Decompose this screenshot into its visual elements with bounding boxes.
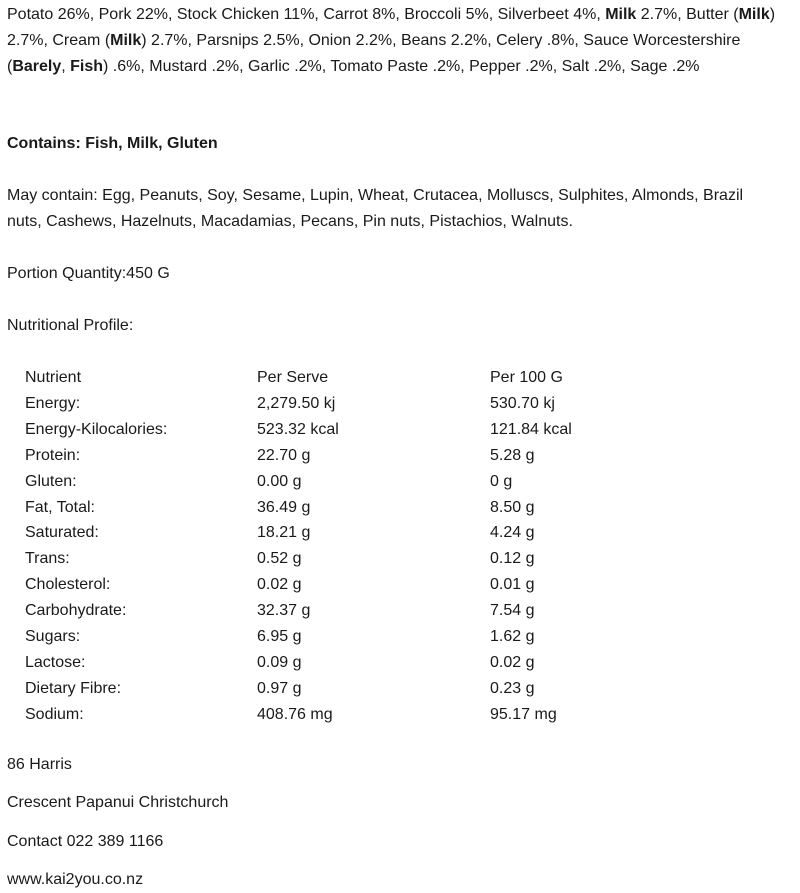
allergen-milk: Milk: [738, 6, 770, 23]
ingredients-text: ,: [61, 58, 71, 75]
address-line-1: 86 Harris: [7, 756, 72, 773]
per-100g-value: 0.23 g: [490, 679, 535, 697]
per-serve-value: 2,279.50 kj: [257, 394, 336, 412]
nutrient-name: Sodium:: [25, 705, 84, 723]
address-line-2: Crescent Papanui Christchurch: [7, 794, 229, 811]
website-url: www.kai2you.co.nz: [7, 871, 144, 888]
per-100g-value: 0 g: [490, 472, 513, 490]
ingredients-text: ) 2.7%, Parsnips 2.5%, Onion 2.2%, Beans 2.2%, Celery .8%, Sauce Worcestershire (: [7, 32, 741, 75]
nutrient-name: Fat, Total:: [25, 498, 95, 516]
nutrition-row: [25, 546, 690, 572]
allergen-milk: Milk: [110, 32, 142, 49]
nutrition-row: [25, 391, 690, 417]
per-serve-value: 0.09 g: [257, 653, 302, 671]
nutrition-row: [25, 469, 690, 495]
per-100g-value: 0.01 g: [490, 576, 535, 594]
ingredients-text: ) 2.7%, Cream (: [7, 6, 776, 49]
allergen-milk: Milk: [605, 6, 637, 23]
per-serve-value: 408.76 mg: [257, 705, 333, 723]
per-100g-value: 5.28 g: [490, 446, 535, 464]
nutrient-name: Gluten:: [25, 472, 77, 490]
per-serve-value: 22.70 g: [257, 446, 311, 464]
nutrition-row: [25, 572, 690, 598]
nutrient-name: Protein:: [25, 446, 81, 464]
nutrition-row: [25, 520, 690, 546]
nutrition-table: [25, 365, 690, 728]
per-serve-value: 36.49 g: [257, 498, 311, 516]
per-100g-value: 95.17 mg: [490, 705, 557, 723]
per-100g-value: 121.84 kcal: [490, 420, 572, 438]
ingredients-text: 2.7%, Butter (: [636, 6, 739, 23]
nutrient-name: Cholesterol:: [25, 576, 111, 594]
nutrient-name: Dietary Fibre:: [25, 679, 122, 697]
header-per-100g: Per 100 G: [490, 369, 563, 386]
per-100g-value: 8.50 g: [490, 498, 535, 516]
nutrient-name: Trans:: [25, 550, 70, 568]
nutrition-row: [25, 598, 690, 624]
per-serve-value: 0.52 g: [257, 550, 302, 568]
nutrient-name: Energy-Kilocalories:: [25, 420, 168, 438]
nutrition-header-row: [25, 365, 690, 391]
nutrition-row: [25, 702, 690, 728]
per-serve-value: 0.00 g: [257, 472, 302, 490]
per-100g-value: 7.54 g: [490, 602, 535, 620]
nutrient-name: Energy:: [25, 394, 81, 412]
per-serve-value: 32.37 g: [257, 602, 311, 620]
nutrition-row: [25, 443, 690, 469]
nutrition-row: [25, 624, 690, 650]
nutrition-row: [25, 650, 690, 676]
portion-quantity: Portion Quantity:450 G: [7, 265, 170, 282]
per-serve-value: 0.02 g: [257, 576, 302, 594]
nutrient-name: Lactose:: [25, 653, 86, 671]
nutrition-row: [25, 676, 690, 702]
header-per-serve: Per Serve: [257, 369, 329, 386]
nutrition-row: [25, 417, 690, 443]
per-100g-value: 0.02 g: [490, 653, 535, 671]
per-100g-value: 1.62 g: [490, 628, 535, 646]
may-contain-allergens: May contain: Egg, Peanuts, Soy, Sesame, Lupin, Wheat, Crutacea, Molluscs, Sulphites, Almonds, Brazil nuts, Cashews, Hazelnuts, Macadamias, Pecans, Pin nuts, Pistachios, Walnuts.: [7, 187, 744, 230]
ingredients-text: Potato 26%, Pork 22%, Stock Chicken 11%, Carrot 8%, Broccoli 5%, Silverbeet 4%,: [7, 6, 606, 23]
nutritional-profile-label: Nutritional Profile:: [7, 317, 134, 334]
per-100g-value: 530.70 kj: [490, 394, 555, 412]
nutrient-name: Sugars:: [25, 628, 81, 646]
per-100g-value: 4.24 g: [490, 524, 535, 542]
allergen-barley: Barely: [12, 58, 62, 75]
nutrient-name: Saturated:: [25, 524, 99, 542]
per-serve-value: 523.32 kcal: [257, 420, 339, 438]
ingredients-list: [7, 2, 777, 80]
nutrition-row: [25, 495, 690, 521]
per-serve-value: 0.97 g: [257, 679, 302, 697]
nutrient-name: Carbohydrate:: [25, 602, 127, 620]
contact-phone: Contact 022 389 1166: [7, 833, 164, 850]
ingredients-text: ) .6%, Mustard .2%, Garlic .2%, Tomato Paste .2%, Pepper .2%, Salt .2%, Sage .2%: [103, 58, 700, 75]
header-nutrient: Nutrient: [25, 369, 82, 386]
per-100g-value: 0.12 g: [490, 550, 535, 568]
per-serve-value: 18.21 g: [257, 524, 311, 542]
per-serve-value: 6.95 g: [257, 628, 302, 646]
allergen-fish: Fish: [70, 58, 104, 75]
contains-allergens: Contains: Fish, Milk, Gluten: [7, 135, 218, 152]
